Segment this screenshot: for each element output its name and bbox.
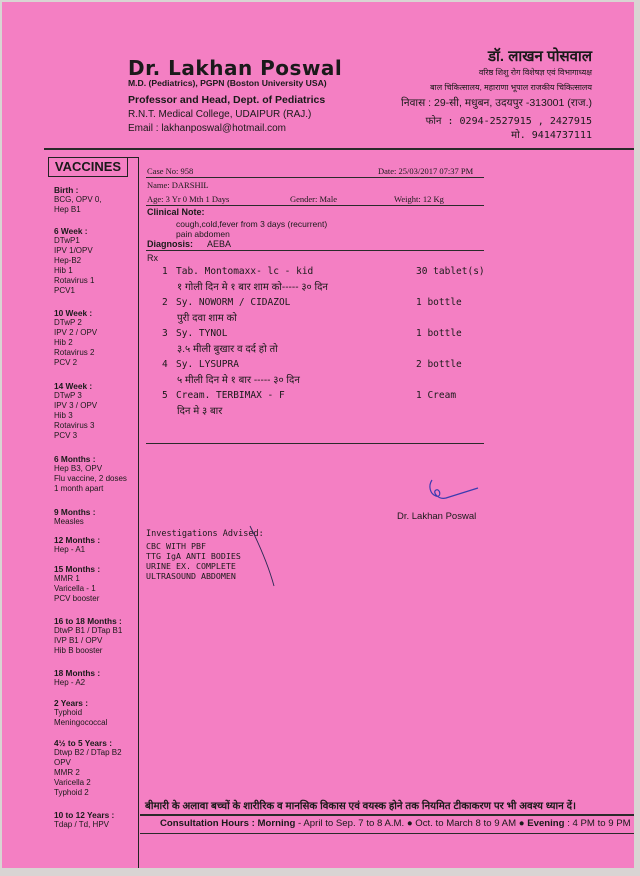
rx-number: 1 (162, 266, 168, 277)
rx-dosage-instructions: १ गोली दिन मे १ बार शाम को----- ३० दिन (177, 282, 328, 293)
vaccine-item: Hep-B2 (54, 256, 82, 265)
vaccine-item: Hib 3 (54, 411, 73, 420)
investigation-item: CBC WITH PBF (146, 541, 206, 551)
vaccine-item: Typhoid (54, 708, 83, 717)
vaccine-item: IPV 1/OPV (54, 246, 93, 255)
vaccine-group (54, 226, 94, 296)
hindi-hospital: बाल चिकित्सालय, महाराणा भूपाल राजकीय चिकित्सालय (430, 83, 592, 92)
vaccine-item: Hib B booster (54, 646, 103, 655)
signature-icon (426, 476, 482, 512)
vaccine-group-heading: 12 Months : (54, 535, 101, 545)
vaccine-item: Hep B1 (54, 205, 81, 214)
vaccine-group (54, 810, 114, 830)
rx-drug-name: Sy. TYNOL (176, 328, 228, 339)
consultation-hours (160, 818, 631, 829)
vaccine-item: PCV booster (54, 594, 100, 603)
vaccine-item: Meningococcal (54, 718, 108, 727)
vaccine-item: Hib 1 (54, 266, 73, 275)
patient-name: Name: DARSHIL (147, 180, 209, 190)
patient-age: Age: 3 Yr 0 Mth 1 Days (147, 194, 230, 204)
vaccine-group (54, 507, 95, 527)
vaccine-item: Varicella - 1 (54, 584, 96, 593)
evening-hours: : 4 PM to 9 PM (564, 818, 631, 829)
doctor-college: R.N.T. Medical College, UDAIPUR (RAJ.) (128, 109, 312, 120)
vaccine-group-heading: 10 Week : (54, 308, 93, 318)
vaccine-group-heading: 4½ to 5 Years : (54, 738, 112, 748)
vaccine-item: Hep - A2 (54, 678, 86, 687)
vaccine-item: IPV 2 / OPV (54, 328, 98, 337)
vaccine-group (54, 668, 100, 688)
vaccine-group (54, 381, 97, 441)
vaccine-item: Hep - A1 (54, 545, 86, 554)
vaccine-item: Varicella 2 (54, 778, 91, 787)
clinical-note-line1: cough,cold,fever from 3 days (recurrent) (176, 219, 328, 229)
vaccine-group-heading: 9 Months : (54, 507, 96, 517)
rx-drug-name: Sy. NOWORM / CIDAZOL (176, 297, 291, 308)
vaccine-item: Flu vaccine, 2 doses (54, 474, 127, 483)
vaccine-group-heading: 14 Week : (54, 381, 93, 391)
hindi-mobile: मो. 9414737111 (511, 130, 592, 141)
investigation-item: ULTRASOUND ABDOMEN (146, 571, 236, 581)
vaccine-item: Rotavirus 1 (54, 276, 95, 285)
rx-drug-name: Sy. LYSUPRA (176, 359, 239, 370)
rx-quantity: 1 bottle (416, 328, 462, 339)
clinical-note-line2: pain abdomen (176, 229, 230, 239)
hours-label: Consultation Hours : (160, 818, 255, 829)
rx-quantity: 30 tablet(s) (416, 266, 485, 277)
vaccine-item: PCV1 (54, 286, 75, 295)
vaccine-item: DtwP B1 / DTap B1 (54, 626, 123, 635)
vaccine-item: DTwP 2 (54, 318, 82, 327)
vaccine-group (54, 738, 122, 798)
vaccines-title: VACCINES (48, 157, 128, 177)
patient-divider (146, 205, 484, 206)
vaccine-group-heading: 10 to 12 Years : (54, 810, 115, 820)
case-divider (146, 177, 484, 178)
vaccine-group (54, 535, 100, 555)
clinical-note-label: Clinical Note: (147, 207, 205, 217)
diagnosis-label: Diagnosis: (147, 239, 194, 249)
vaccine-group-heading: 2 Years : (54, 698, 88, 708)
vaccine-group-heading: 6 Week : (54, 226, 88, 236)
vaccine-item: MMR 2 (54, 768, 80, 777)
prescription-end-divider (146, 443, 484, 444)
investigation-item: URINE EX. COMPLETE (146, 561, 236, 571)
vaccine-group (54, 564, 100, 604)
vaccine-item: Typhoid 2 (54, 788, 89, 797)
rx-drug-name: Tab. Montomaxx- lc - kid (176, 266, 314, 277)
hindi-designation: वरिष्ठ शिशु रोग विशेषज्ञ एवं विभागाध्यक्ष (478, 68, 592, 77)
vaccine-item: Hep B3, OPV (54, 464, 103, 473)
header-divider (44, 148, 634, 150)
vaccine-item: DTwP1 (54, 236, 80, 245)
diagnosis-value: AEBA (207, 239, 232, 249)
case-number: Case No: 958 (147, 166, 194, 176)
doctor-email: Email : lakhanposwal@hotmail.com (128, 123, 286, 134)
rx-dosage-instructions: ३.५ मीली बुखार व दर्द हो तो (177, 344, 278, 355)
diagnosis-divider (146, 250, 484, 251)
vaccine-group (54, 454, 127, 494)
vaccine-item: Hib 2 (54, 338, 73, 347)
footer-bottom-divider (140, 833, 634, 834)
vaccine-group (54, 185, 102, 215)
hindi-address: निवास : 29-सी, मधुबन, उदयपुर -313001 (राज.) (401, 97, 592, 109)
vaccine-item: MMR 1 (54, 574, 80, 583)
doctor-qualifications: M.D. (Pediatrics), PGPN (Boston University USA) (128, 78, 327, 88)
vaccine-item: Tdap / Td, HPV (54, 820, 109, 829)
rx-quantity: 1 Cream (416, 390, 457, 401)
vaccine-group (54, 308, 97, 368)
pen-mark-icon (248, 524, 278, 588)
prescription-sheet (2, 2, 634, 868)
rx-number: 4 (162, 359, 168, 370)
vaccine-group (54, 616, 122, 656)
vaccine-item: BCG, OPV 0, (54, 195, 102, 204)
vaccine-item: Dtwp B2 / DTap B2 (54, 748, 122, 757)
rx-number: 5 (162, 390, 168, 401)
vaccine-item: PCV 3 (54, 431, 78, 440)
rx-quantity: 2 bottle (416, 359, 462, 370)
vaccine-item: Rotavirus 2 (54, 348, 95, 357)
rx-dosage-instructions: पुरी दवा शाम को (177, 313, 237, 324)
visit-date: Date: 25/03/2017 07:37 PM (378, 166, 474, 176)
vaccine-item: Measles (54, 517, 84, 526)
patient-weight: Weight: 12 Kg (394, 194, 444, 204)
vaccine-group-heading: Birth : (54, 185, 79, 195)
investigation-item: TTG IgA ANTI BODIES (146, 551, 241, 561)
vaccine-group-heading: 15 Months : (54, 564, 101, 574)
investigations-label: Investigations Advised: (146, 529, 264, 539)
morning-label: Morning (257, 818, 296, 829)
patient-gender: Gender: Male (290, 194, 337, 204)
rx-number: 3 (162, 328, 168, 339)
rx-dosage-instructions: ५ मीली दिन मे १ बार ----- ३० दिन (177, 375, 300, 386)
footer-hindi-notice: बीमारी के अलावा बच्चों के शारीरिक व मानसिक विकास एवं वयस्क होने तक नियमित टीकाकरण पर भी अवश्य ध्यान दें। (145, 801, 576, 812)
rx-drug-name: Cream. TERBIMAX - F (176, 390, 285, 401)
vaccine-group-heading: 18 Months : (54, 668, 101, 678)
doctor-name: Dr. Lakhan Poswal (128, 56, 343, 80)
doctor-position: Professor and Head, Dept. of Pediatrics (128, 94, 326, 106)
hindi-phone: फोन : 0294-2527915 , 2427915 (425, 116, 592, 127)
vaccine-item: 1 month apart (54, 484, 104, 493)
rx-quantity: 1 bottle (416, 297, 462, 308)
morning-hours: - April to Sep. 7 to 8 A.M. ● Oct. to March 8 to 9 AM ● (295, 818, 528, 829)
rx-symbol: Rx (147, 253, 158, 263)
signature-name: Dr. Lakhan Poswal (397, 511, 477, 522)
vaccine-item: DTwP 3 (54, 391, 82, 400)
vaccine-group-heading: 16 to 18 Months : (54, 616, 122, 626)
evening-label: Evening (527, 818, 565, 829)
footer-divider (140, 814, 634, 816)
vaccine-item: Rotavirus 3 (54, 421, 95, 430)
vaccine-item: IVP B1 / OPV (54, 636, 103, 645)
vaccine-item: IPV 3 / OPV (54, 401, 98, 410)
vaccine-group-heading: 6 Months : (54, 454, 96, 464)
vaccine-item: PCV 2 (54, 358, 78, 367)
doctor-name-hindi: डॉ. लाखन पोसवाल (487, 48, 592, 65)
vaccine-group (54, 698, 107, 728)
rx-dosage-instructions: दिन मे ३ बार (177, 406, 223, 417)
vaccine-item: OPV (54, 758, 71, 767)
rx-number: 2 (162, 297, 168, 308)
